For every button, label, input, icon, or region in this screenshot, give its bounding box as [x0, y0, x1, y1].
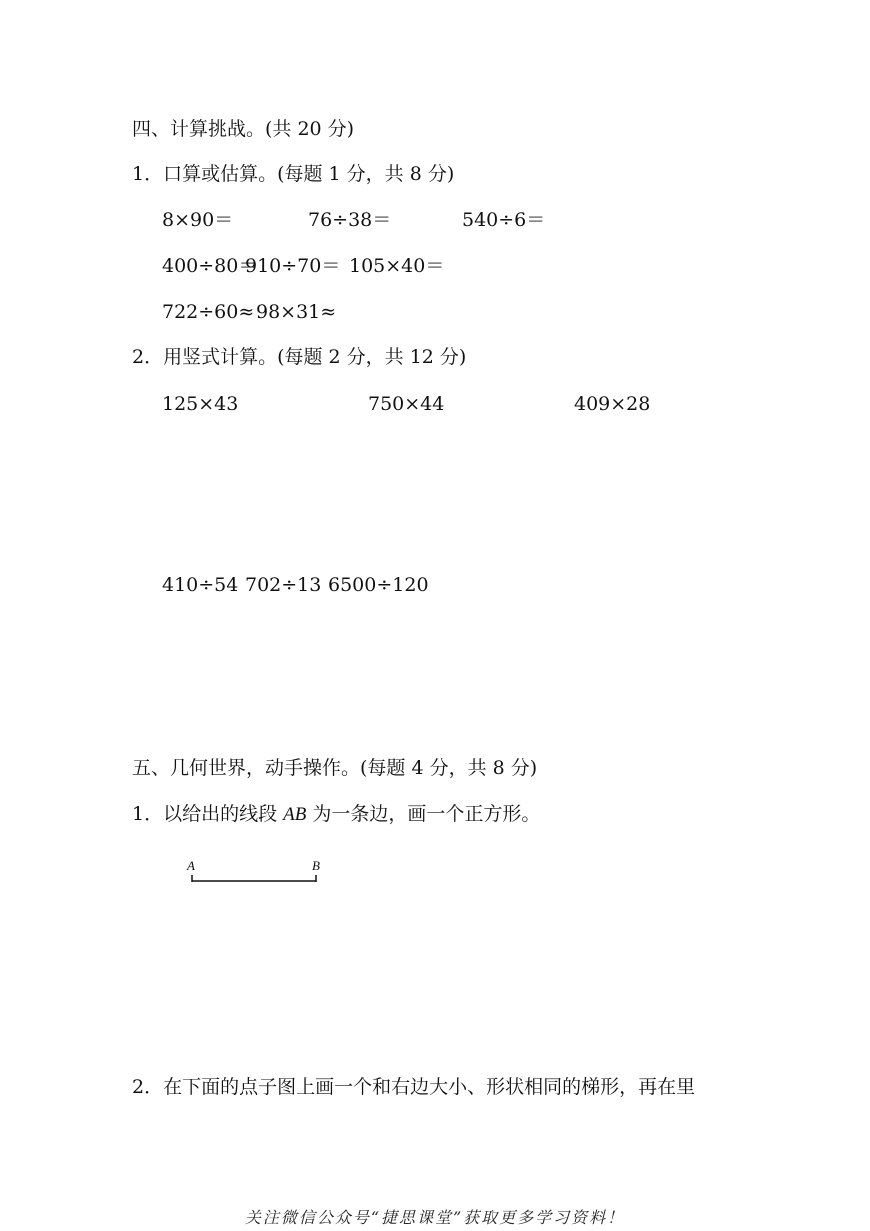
oral-calc-item: 105×40＝ — [349, 255, 445, 277]
oral-calc-item: 910÷70＝ — [245, 255, 341, 277]
oral-calc-item: 540÷6＝ — [462, 209, 546, 231]
question-text-prefix: 1．以给出的线段 — [132, 803, 284, 825]
vertical-calc-item: 6500÷120 — [328, 574, 429, 596]
footer-note: 关注微信公众号“捷思课堂”获取更多学习资料！ — [244, 1208, 626, 1227]
estimate-item: 98×31≈ — [256, 301, 337, 323]
geometry-question-2: 2．在下面的点子图上画一个和右边大小、形状相同的梯形，再在里 — [132, 1076, 696, 1098]
vertical-calc-item: 750×44 — [368, 393, 445, 415]
oral-calc-item: 76÷38＝ — [308, 209, 392, 231]
vertical-calc-item: 410÷54 — [162, 574, 239, 596]
vertical-calc-item: 409×28 — [574, 393, 651, 415]
point-b-label: B — [312, 858, 320, 873]
oral-calc-item: 400÷80＝ — [162, 255, 258, 277]
section-4-heading: 四、计算挑战。(共 20 分) — [132, 118, 355, 140]
point-a-label: A — [187, 858, 195, 873]
section-5-heading: 五、几何世界，动手操作。(每题 4 分，共 8 分) — [132, 757, 538, 779]
oral-calc-item: 8×90＝ — [162, 209, 234, 231]
vertical-calc-item: 702÷13 — [245, 574, 322, 596]
question-2-title: 2．用竖式计算。(每题 2 分，共 12 分) — [132, 346, 467, 368]
segment-ab — [186, 872, 322, 886]
question-1-title: 1．口算或估算。(每题 1 分，共 8 分) — [132, 163, 455, 185]
vertical-calc-item: 125×43 — [162, 393, 239, 415]
segment-name: AB — [283, 804, 307, 825]
question-text-suffix: 为一条边，画一个正方形。 — [306, 803, 541, 825]
estimate-item: 722÷60≈ — [162, 301, 255, 323]
geometry-question-1 — [132, 802, 540, 827]
